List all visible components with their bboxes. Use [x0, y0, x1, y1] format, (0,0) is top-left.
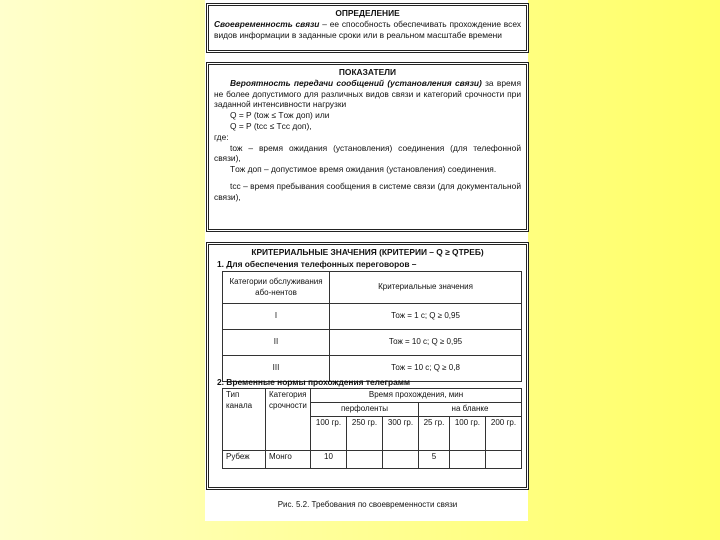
table2-sub-3: 300 гр.	[382, 416, 418, 450]
table1-row2-category: II	[223, 330, 330, 356]
table2-header-blank: на бланке	[418, 402, 521, 416]
where-label: где:	[214, 131, 229, 142]
definition-tozh-dop: Tож доп – допустимое время ожидания (установления) соединения.	[230, 164, 497, 175]
formula-1: Q = P (tож ≤ Tож доп) или	[230, 110, 330, 121]
criteria-box	[206, 242, 529, 490]
indicators-intro-text: за время не более допустимого для различных видов связи и категорий срочности при заданной интенсивности нагрузки	[214, 77, 521, 110]
table1-row1-category: I	[223, 304, 330, 330]
table2-sub-2: 250 гр.	[346, 416, 382, 450]
figure-caption: Рис. 5.2. Требования по своевременности связи	[277, 500, 458, 509]
table2-header-perfo: перфоленты	[311, 402, 419, 416]
table1-header-category: Категории обслуживания або-нентов	[223, 272, 330, 304]
criteria-title: КРИТЕРИАЛЬНЫЕ ЗНАЧЕНИЯ (КРИТЕРИИ – Q ≥ QТРЕБ)	[251, 247, 484, 257]
table1-row3-category: III	[223, 356, 330, 382]
table1-row1-value: Тож = 1 с; Q ≥ 0,95	[330, 304, 522, 330]
definition-box	[206, 3, 529, 53]
table2-header-channel: Тип канала	[223, 389, 266, 451]
table2-row-value-4: 5	[418, 450, 449, 468]
criteria-section-1: 1. Для обеспечения телефонных переговоров –	[217, 259, 417, 269]
table2-header-category: Категория срочности	[266, 389, 311, 451]
table2-row-value-5	[449, 450, 485, 468]
table1-row3-value: Тож = 10 с; Q ≥ 0,8	[330, 356, 522, 382]
table2-row-value-2	[346, 450, 382, 468]
table2-sub-1: 100 гр.	[311, 416, 347, 450]
table2-header-time: Время прохождения, мин	[311, 389, 522, 403]
table2-row-value-3	[382, 450, 418, 468]
table2-sub-6: 200 гр.	[485, 416, 521, 450]
table2-row-value-1: 10	[311, 450, 347, 468]
telephone-criteria-table	[222, 271, 522, 382]
definition-title: ОПРЕДЕЛЕНИЕ	[335, 8, 400, 18]
definition-tss: tсс – время пребывания сообщения в системе связи (для документальной связи),	[214, 180, 521, 202]
formula-2: Q = P (tсс ≤ Tсс доп),	[230, 120, 312, 131]
indicators-intro-italic: Вероятность передачи сообщений (установления связи)	[230, 77, 482, 88]
telegram-norms-table	[222, 388, 522, 469]
indicators-box	[206, 62, 529, 232]
table2-sub-5: 100 гр.	[449, 416, 485, 450]
definition-term: Своевременность связи	[214, 18, 320, 29]
table2-row-channel: Рубеж	[223, 450, 266, 468]
table2-sub-4: 25 гр.	[418, 416, 449, 450]
table2-row-category: Монго	[266, 450, 311, 468]
table1-header-values: Критериальные значения	[330, 272, 522, 304]
criteria-section-2: 2. Временные нормы прохождения телеграмм	[217, 377, 411, 387]
definition-text: – ее способность обеспечивать прохождение всех видов информации в заданные сроки или в реальном масштабе времени	[214, 18, 522, 40]
table1-row2-value: Тож = 10 с; Q ≥ 0,95	[330, 330, 522, 356]
table2-row-value-6	[485, 450, 521, 468]
indicators-title: ПОКАЗАТЕЛИ	[338, 67, 397, 77]
definition-tozh: tож – время ожидания (установления) соединения (для телефонной связи),	[214, 142, 521, 164]
